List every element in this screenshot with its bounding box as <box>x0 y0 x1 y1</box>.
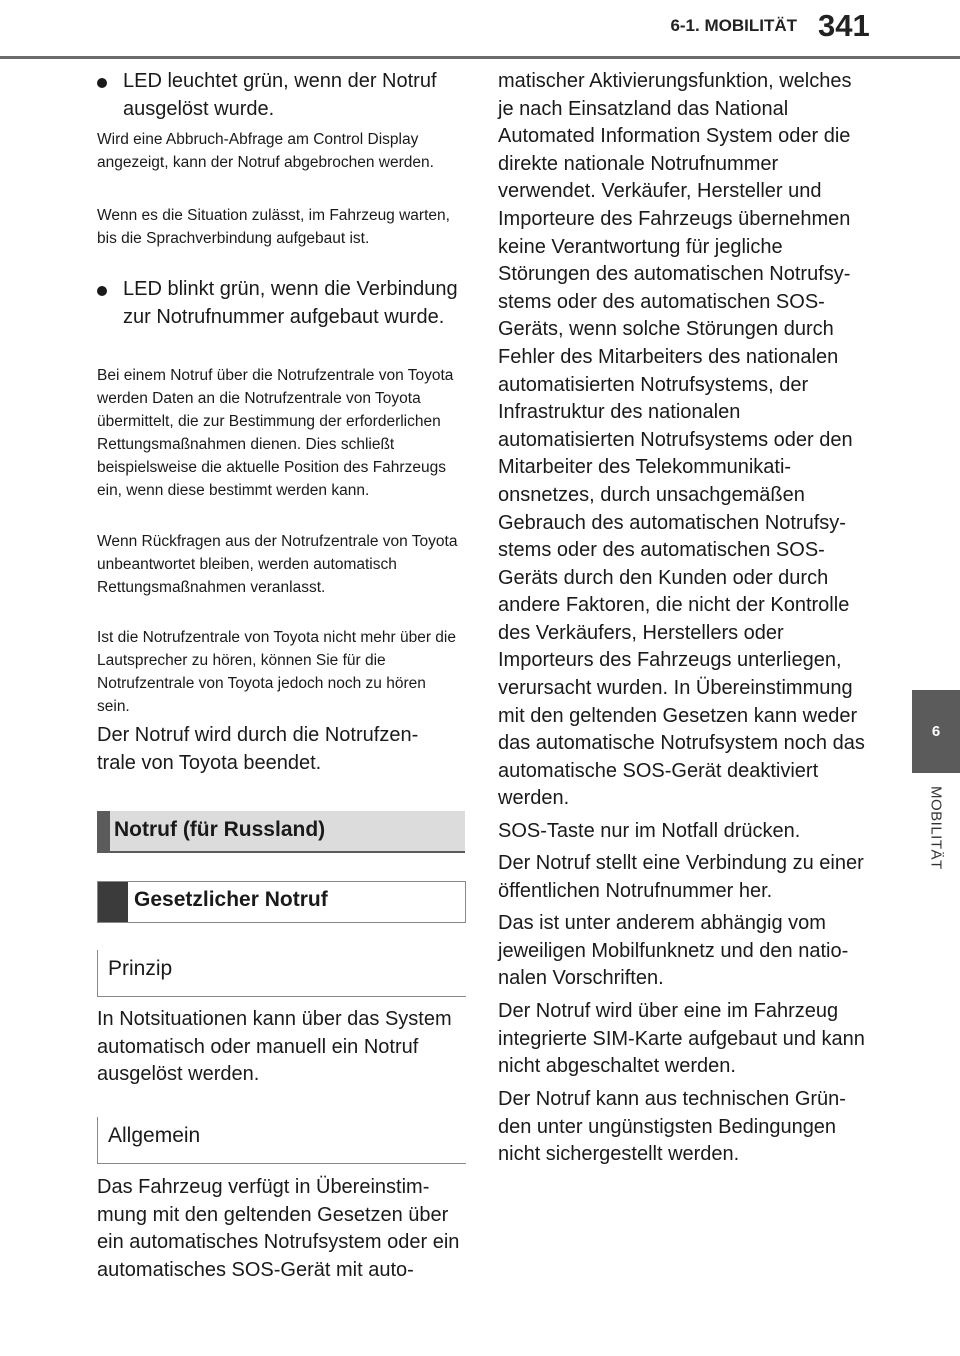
paragraph: Bei einem Notruf über die Notrufzentrale von Toyota werden Daten an die Notrufzentrale von Toyota übermittelt, die zur Bestimmung der erforderlichen Rettungsmaßnahmen dienen. Dies schließt beispielsweise die aktuelle Position des Fahrzeugs ein, wenn diese bestimmt werden kann. <box>97 367 454 499</box>
chapter-number: 6 <box>931 723 941 740</box>
topic-heading <box>97 1117 466 1164</box>
heading-bar <box>98 882 128 922</box>
bullet-dot-icon <box>97 78 107 88</box>
paragraph: Der Notruf wird über eine im Fahrzeug integrierte SIM-Karte aufgebaut und kann nicht abgeschaltet werden. <box>498 1000 865 1078</box>
chapter-side-label <box>912 786 960 896</box>
paragraph: SOS-Taste nur im Notfall drücken. <box>498 820 801 842</box>
paragraph: Das ist unter anderem abhängig vom jeweiligen Mobilfunknetz und den nationalen Vorschriften. <box>498 912 849 990</box>
heading-text: Prinzip <box>108 957 173 980</box>
paragraph: Der Notruf wird durch die Notrufzentrale von Toyota beendet. <box>97 724 419 774</box>
paragraph: Wenn es die Situation zulässt, im Fahrzeug warten, bis die Sprachverbindung aufgebaut ist. <box>97 207 450 247</box>
bullet-dot-icon <box>97 286 107 296</box>
paragraph: Der Notruf kann aus technischen Gründen unter ungünstigsten Bedingungen nicht sichergestellt werden. <box>498 1088 846 1166</box>
heading-text: Notruf (für Russland) <box>114 818 326 841</box>
paragraph: Das Fahrzeug verfügt in Übereinstimmung mit den geltenden Gesetzen über ein automatisches Notrufsystem oder ein automatisches SOS-Gerät mit auto- <box>97 1176 460 1281</box>
paragraph: Wird eine Abbruch-Abfrage am Control Display angezeigt, kann der Notruf abgebrochen werden. <box>97 131 434 171</box>
section-title: 6-1. MOBILITÄT <box>670 16 797 35</box>
chapter-label: MOBILITÄT <box>927 786 945 870</box>
subsection-heading <box>97 881 466 923</box>
header-rule <box>0 56 960 59</box>
heading-text: Gesetzlicher Notruf <box>134 888 328 911</box>
page-number: 341 <box>818 8 870 43</box>
paragraph: In Notsituationen kann über das System automatisch oder manuell ein Notruf ausgelöst werden. <box>97 1008 452 1086</box>
heading-text: Allgemein <box>108 1124 201 1147</box>
topic-heading <box>97 950 466 997</box>
section-heading <box>97 811 465 853</box>
paragraph: Ist die Notrufzentrale von Toyota nicht mehr über die Lautsprecher zu hören, können Sie für die Notrufzentrale von Toyota jedoch noch zu hören sein. <box>97 629 456 715</box>
paragraph: Wenn Rückfragen aus der Notrufzentrale von Toyota unbeantwortet bleiben, werden automatisch Rettungsmaßnahmen veranlasst. <box>97 533 458 596</box>
bullet-text: LED leuchtet grün, wenn der Notruf ausgelöst wurde. <box>123 70 437 120</box>
heading-bar <box>97 811 110 851</box>
paragraph: Der Notruf stellt eine Verbindung zu einer öffentlichen Notrufnummer her. <box>498 852 864 902</box>
paragraph: matischer Aktivierungsfunktion, welches je nach Einsatzland das National Automated Information System oder die direkte nationale Notrufnummer verwendet. Verkäufer, Hersteller und Importeure des Fahrzeugs übernehmen keine Verantwortung für jegliche Störungen des automatischen Notrufsystems oder des automatischen SOS-Geräts, wenn solche Störungen durch Fehler des Mitarbeiters des nationalen automatisierten Notrufsystems, der Infrastruktur des nationalen automatisierten Notrufsystems oder den Mitarbeiter des Telekommunikationsnetzes, durch unsachgemäßen Gebrauch des automatischen Notrufsystems oder des automatischen SOS-Geräts durch den Kunden oder durch andere Faktoren, die nicht der Kontrolle des Verkäufers, Herstellers oder Importeurs des Fahrzeugs unterliegen, verursacht wurden. In Übereinstimmung mit den geltenden Gesetzen kann weder das automatische Notrufsystem noch das automatische SOS-Gerät deaktiviert werden. <box>498 70 865 810</box>
bullet-led-blink <box>97 276 468 331</box>
bullet-led-green <box>97 68 483 123</box>
bullet-text: LED blinkt grün, wenn die Verbindung zur Notrufnummer aufgebaut wurde. <box>123 278 458 328</box>
chapter-tab <box>912 690 960 773</box>
